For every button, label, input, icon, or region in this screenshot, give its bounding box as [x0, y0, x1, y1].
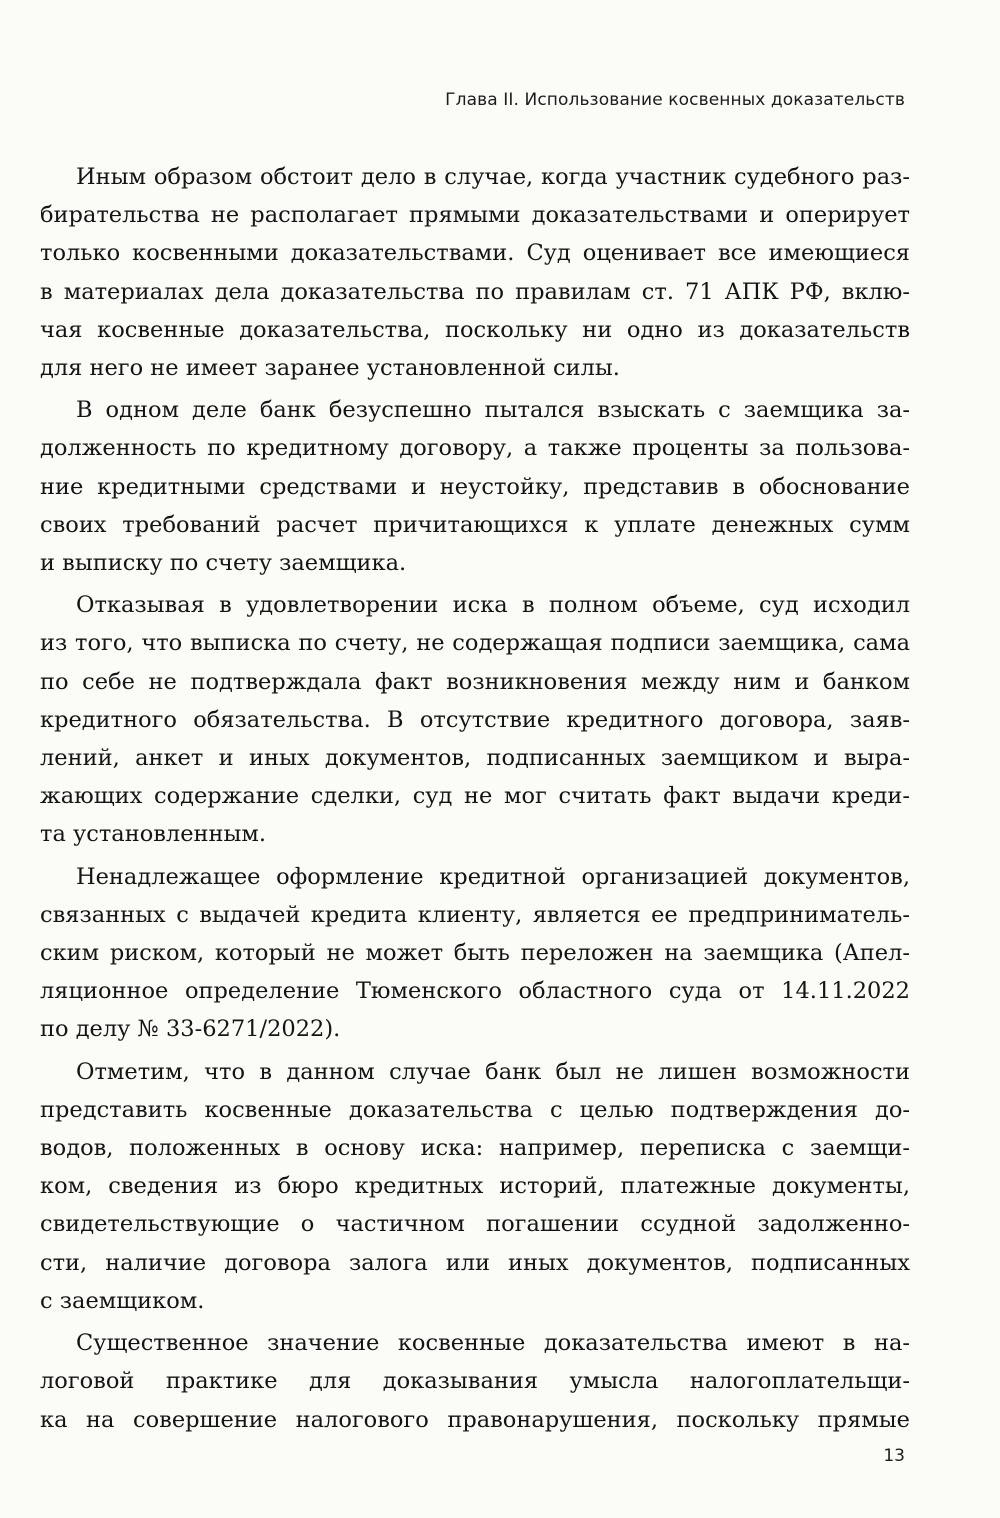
text-line: Иным образом обстоит дело в случае, когда участник судебного раз-: [76, 164, 910, 190]
text-line: лений, анкет и иных документов, подписанных заемщиком и выра-: [40, 745, 910, 772]
running-header: Глава II. Использование косвенных доказательств: [445, 90, 905, 110]
paragraph-5: [40, 1053, 910, 1320]
body-text: [40, 158, 910, 1443]
text-line: связанных с выдачей кредита клиенту, является ее предприниматель-: [40, 901, 910, 928]
text-line: ляционное определение Тюменского областного суда от 14.11.2022: [40, 978, 910, 1005]
page-number: 13: [883, 1446, 905, 1466]
text-line: представить косвенные доказательства с целью подтверждения до-: [40, 1096, 910, 1123]
text-line: и выписку по счету заемщика.: [40, 550, 407, 577]
text-line: бирательства не располагает прямыми доказательствами и оперирует: [40, 202, 910, 229]
paragraph-6: [40, 1324, 910, 1439]
paragraph-1: [40, 158, 910, 387]
text-line: ка на совершение налогового правонарушения, поскольку прямые: [40, 1406, 910, 1433]
text-line: водов, положенных в основу иска: например, переписка с заемщи-: [40, 1135, 910, 1162]
text-line: для него не имеет заранее установленной силы.: [40, 355, 620, 382]
text-line: в материалах дела доказательства по правилам ст. 71 АПК РФ, вклю-: [40, 278, 910, 305]
text-line: В одном деле банк безуспешно пытался взыскать с заемщика за-: [76, 397, 910, 424]
text-line: жающих содержание сделки, суд не мог считать факт выдачи креди-: [40, 783, 910, 810]
text-line: та установленным.: [40, 821, 267, 848]
text-line: с заемщиком.: [40, 1287, 205, 1314]
text-line: Отказывая в удовлетворении иска в полном объеме, суд исходил: [76, 592, 910, 619]
text-line: своих требований расчет причитающихся к уплате денежных сумм: [40, 511, 910, 538]
text-line: Отметим, что в данном случае банк был не лишен возможности: [76, 1058, 910, 1085]
text-line: свидетельствующие о частичном погашении ссудной задолженно-: [40, 1211, 910, 1238]
text-line: Существенное значение косвенные доказательства имеют в на-: [76, 1330, 910, 1357]
text-line: Ненадлежащее оформление кредитной организацией документов,: [76, 863, 910, 890]
text-line: логовой практике для доказывания умысла налогоплательщи-: [40, 1368, 910, 1395]
paragraph-2: [40, 391, 910, 582]
paragraph-3: [40, 586, 910, 853]
text-line: по делу № 33-6271/2022).: [40, 1016, 341, 1043]
text-line: по себе не подтверждала факт возникновения между ним и банком: [40, 668, 910, 695]
text-line: ком, сведения из бюро кредитных историй, платежные документы,: [40, 1173, 910, 1200]
text-line: ние кредитными средствами и неустойку, представив в обоснование: [40, 473, 910, 500]
text-line: кредитного обязательства. В отсутствие кредитного договора, заяв-: [40, 706, 910, 733]
text-line: долженность по кредитному договору, а также проценты за пользова-: [40, 435, 910, 462]
text-line: только косвенными доказательствами. Суд оценивает все имеющиеся: [40, 240, 910, 267]
text-line: сти, наличие договора залога или иных документов, подписанных: [40, 1249, 910, 1276]
text-line: из того, что выписка по счету, не содержащая подписи заемщика, сама: [40, 630, 910, 657]
paragraph-4: [40, 858, 910, 1049]
text-line: ским риском, который не может быть переложен на заемщика (Апел-: [40, 940, 910, 967]
text-line: чая косвенные доказательства, поскольку ни одно из доказательств: [40, 316, 910, 343]
